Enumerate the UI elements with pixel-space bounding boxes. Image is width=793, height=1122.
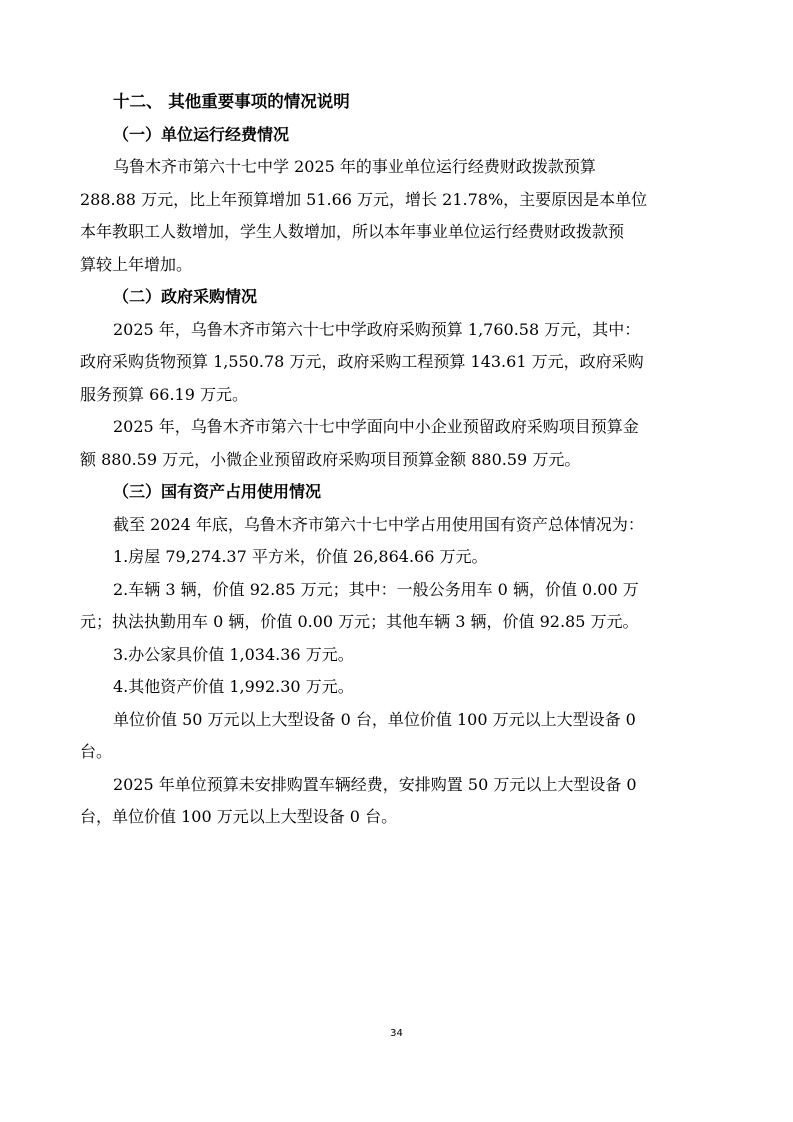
section-title: 十二、 其他重要事项的情况说明: [113, 92, 350, 111]
paragraph-line: 3.办公家具价值 1,034.36 万元。: [113, 644, 354, 664]
paragraph-line: 截至 2024 年底，乌鲁木齐市第六十七中学占用使用国有资产总体情况为：: [113, 514, 644, 534]
paragraph-line: 2.车辆 3 辆，价值 92.85 万元；其中：一般公务用车 0 辆，价值 0.00 万: [113, 579, 639, 599]
paragraph-line: 台，单位价值 100 万元以上大型设备 0 台。: [80, 807, 398, 826]
paragraph-line: 4.其他资产价值 1,992.30 万元。: [113, 677, 354, 696]
paragraph-line: 2025 年，乌鲁木齐市第六十七中学政府采购预算 1,760.58 万元，其中：: [113, 319, 641, 339]
document-body: [80, 86, 710, 834]
paragraph-line: 本年教职工人数增加，学生人数增加，所以本年事业单位运行经费财政拨款预: [80, 222, 625, 241]
paragraph-line: 台。: [80, 742, 113, 761]
paragraph-line: 服务预算 66.19 万元。: [80, 384, 248, 404]
subsection-title-government-procurement: （二）政府采购情况: [113, 287, 258, 306]
paragraph-line: 乌鲁木齐市第六十七中学 2025 年的事业单位运行经费财政拨款预算: [113, 157, 596, 176]
subsection-title-operating-expenses: （一）单位运行经费情况: [113, 124, 290, 144]
paragraph-line: 政府采购货物预算 1,550.78 万元，政府采购工程预算 143.61 万元，政府采购: [80, 352, 644, 371]
paragraph-line: 288.88 万元，比上年预算增加 51.66 万元，增长 21.78%，主要原因是本单位: [80, 189, 648, 209]
paragraph-line: 2025 年，乌鲁木齐市第六十七中学面向中小企业预留政府采购项目预算金: [113, 417, 639, 436]
paragraph-line: 额 880.59 万元，小微企业预留政府采购项目预算金额 880.59 万元。: [80, 449, 581, 469]
paragraph-line: 算较上年增加。: [80, 254, 193, 274]
subsection-title-state-assets: （三）国有资产占用使用情况: [113, 482, 322, 501]
paragraph-line: 1.房屋 79,274.37 平方米，价值 26,864.66 万元。: [113, 547, 488, 566]
paragraph-line: 单位价值 50 万元以上大型设备 0 台，单位价值 100 万元以上大型设备 0: [113, 709, 636, 729]
paragraph-line: 2025 年单位预算未安排购置车辆经费，安排购置 50 万元以上大型设备 0: [113, 774, 637, 794]
paragraph-line: 元；执法执勤用车 0 辆，价值 0.00 万元；其他车辆 3 辆，价值 92.85 万元。: [80, 612, 639, 631]
page-number: 34: [390, 1028, 403, 1039]
